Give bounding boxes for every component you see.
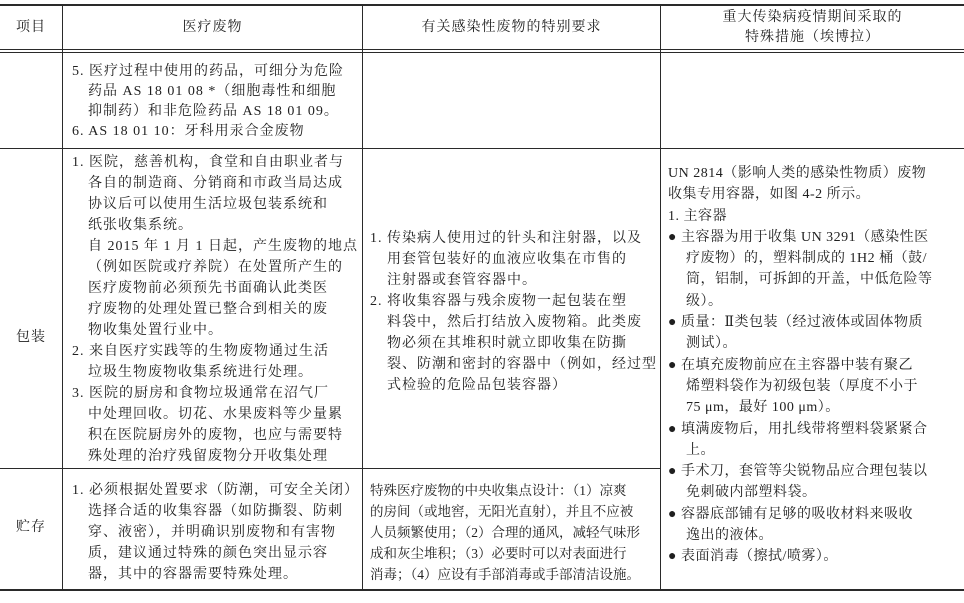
column-divider xyxy=(362,5,363,590)
bullet-line: ● 容器底部铺有足够的吸收材料来吸收 xyxy=(668,506,913,522)
text-line: 收集专用容器，如图 4-2 所示。 xyxy=(668,187,871,203)
header-label: 重大传染病疫情期间采取的 xyxy=(722,9,903,25)
text-line: 自 2015 年 1 月 1 日起，产生废物的地点 xyxy=(88,239,358,254)
text-line: 消毒；（4）应设有手部消毒或手部清洁设施。 xyxy=(370,567,640,582)
text-line: 中处理回收。切花、水果废料等少量累 xyxy=(88,407,343,422)
cell-infectious-requirements-row-1 xyxy=(370,228,657,396)
bullet-line: ● 主容器为用于收集 UN 3291（感染性医 xyxy=(668,229,929,245)
text-line: 纸张收集系统。 xyxy=(88,218,193,233)
header-label: 项目 xyxy=(16,19,46,35)
bullet-line: ● 表面消毒（擦拭/喷雾）。 xyxy=(668,549,838,565)
text-line: 的房间（或地窖，无阳光直射），并且不应被 xyxy=(370,504,634,519)
header-bottom-rule xyxy=(0,49,964,50)
bullet-line: ● 在填充废物前应在主容器中装有聚乙 xyxy=(668,357,913,373)
text-line: 物收集处置行业中。 xyxy=(88,323,223,338)
text-line: 人员频繁使用；（2）合理的通风，减轻气味形 xyxy=(370,525,640,540)
header-label: 特殊措施（埃博拉） xyxy=(745,29,880,45)
text-line: 抑制药）和非危险药品 AS 18 01 09。 xyxy=(88,104,339,119)
text-line: 各自的制造商、分销商和市政当局达成 xyxy=(88,176,343,191)
text-line: 疗废物）的，塑料制成的 1H2 桶（鼓/ xyxy=(686,251,927,267)
row-label-packaging: 包装 xyxy=(16,330,46,345)
row-divider xyxy=(0,148,964,149)
cell-epidemic-measures xyxy=(668,163,933,568)
text-line: 1. 医院，慈善机构，食堂和自由职业者与 xyxy=(72,155,344,170)
text-line: 注射器或套管容器中。 xyxy=(387,273,537,288)
header-bottom-rule-2 xyxy=(0,52,964,53)
text-line: 垃圾生物废物收集系统进行处理。 xyxy=(88,365,313,380)
column-divider xyxy=(62,5,63,590)
text-line: （例如医院或疗养院）在处置所产生的 xyxy=(88,260,343,275)
text-line: 5. 医疗过程中使用的药品，可细分为危险 xyxy=(72,64,344,79)
cell-medical-waste-row-0 xyxy=(72,62,344,142)
header-infectious-requirements xyxy=(363,6,660,49)
bullet-line: ● 填满废物后，用扎线带将塑料袋紧紧合 xyxy=(668,421,928,437)
text-line: UN 2814（影响人类的感染性物质）废物 xyxy=(668,166,927,181)
table-bottom-rule xyxy=(0,589,964,591)
text-line: 筒，铝制，可拆卸的开盖，中低危险等 xyxy=(686,272,933,288)
text-line: 穿、液密），并明确识别废物和有害物 xyxy=(88,525,336,540)
text-line: 2. 来自医疗实践等的生物废物通过生活 xyxy=(72,344,329,359)
text-line: 上。 xyxy=(686,442,715,458)
header-epidemic-measures xyxy=(661,6,964,49)
header-medical-waste xyxy=(63,6,362,49)
row-divider xyxy=(0,468,660,469)
text-line: 6. AS 18 01 10：牙科用汞合金废物 xyxy=(72,124,305,139)
header-label: 有关感染性废物的特别要求 xyxy=(421,19,602,35)
text-line: 测试）。 xyxy=(686,336,737,352)
text-line: 免刺破内部塑料袋。 xyxy=(686,485,817,501)
text-line: 用套管包装好的血液应收集在市售的 xyxy=(387,252,627,267)
text-line: 积在医院厨房外的废物，也应与需要特 xyxy=(88,428,343,443)
text-line: 成和灰尘堆积；（3）必要时可以对表面进行 xyxy=(370,546,627,561)
header-label: 医疗废物 xyxy=(182,19,243,35)
bullet-line: ● 手术刀，套管等尖锐物品应合理包装以 xyxy=(668,464,928,480)
text-line: 75 μm，最好 100 μm）。 xyxy=(686,400,840,416)
bullet-line: ● 质量：Ⅱ类包装（经过液体或固体物质 xyxy=(668,315,923,331)
text-line: 疗废物的处理处置已整合到相关的废 xyxy=(88,302,328,317)
text-line: 3. 医院的厨房和食物垃圾通常在沼气厂 xyxy=(72,386,329,401)
cell-medical-waste-row-2 xyxy=(72,480,359,585)
text-line: 殊处理的治疗残留废物分开收集处理 xyxy=(88,449,328,464)
text-line: 质，建议通过特殊的颜色突出显示容 xyxy=(88,546,328,561)
text-line: 特殊医疗废物的中央收集点设计：（1）凉爽 xyxy=(370,483,627,498)
row-label-storage: 贮存 xyxy=(16,520,46,535)
text-line: 1. 主容器 xyxy=(668,208,727,224)
text-line: 烯塑料袋作为初级包装（厚度不小于 xyxy=(686,378,918,394)
text-line: 物必须在其堆积时就立即收集在防撕 xyxy=(387,336,627,351)
column-divider xyxy=(660,5,661,590)
text-line: 1. 必须根据处置要求（防潮，可安全关闭） xyxy=(72,483,359,498)
text-line: 式检验的危险品包装容器） xyxy=(387,378,567,393)
cell-infectious-requirements-row-2 xyxy=(370,480,640,585)
text-line: 级）。 xyxy=(686,293,723,309)
text-line: 器，其中的容器需要特殊处理。 xyxy=(88,567,298,582)
text-line: 药品 AS 18 01 08 *（细胞毒性和细胞 xyxy=(88,84,337,99)
text-line: 选择合适的收集容器（如防撕裂、防刺 xyxy=(88,504,343,519)
text-line: 料袋中，然后打结放入废物箱。此类废 xyxy=(387,315,642,330)
text-line: 2. 将收集容器与残余废物一起包装在塑 xyxy=(370,294,627,309)
text-line: 逸出的液体。 xyxy=(686,528,773,544)
header-item xyxy=(0,6,62,49)
text-line: 裂、防潮和密封的容器中（例如，经过型 xyxy=(387,357,657,372)
text-line: 1. 传染病人使用过的针头和注射器，以及 xyxy=(370,231,642,246)
cell-medical-waste-row-1 xyxy=(72,152,358,467)
text-line: 医疗废物前必须预先书面确认此类医 xyxy=(88,281,328,296)
text-line: 协议后可以使用生活垃圾包装系统和 xyxy=(88,197,328,212)
